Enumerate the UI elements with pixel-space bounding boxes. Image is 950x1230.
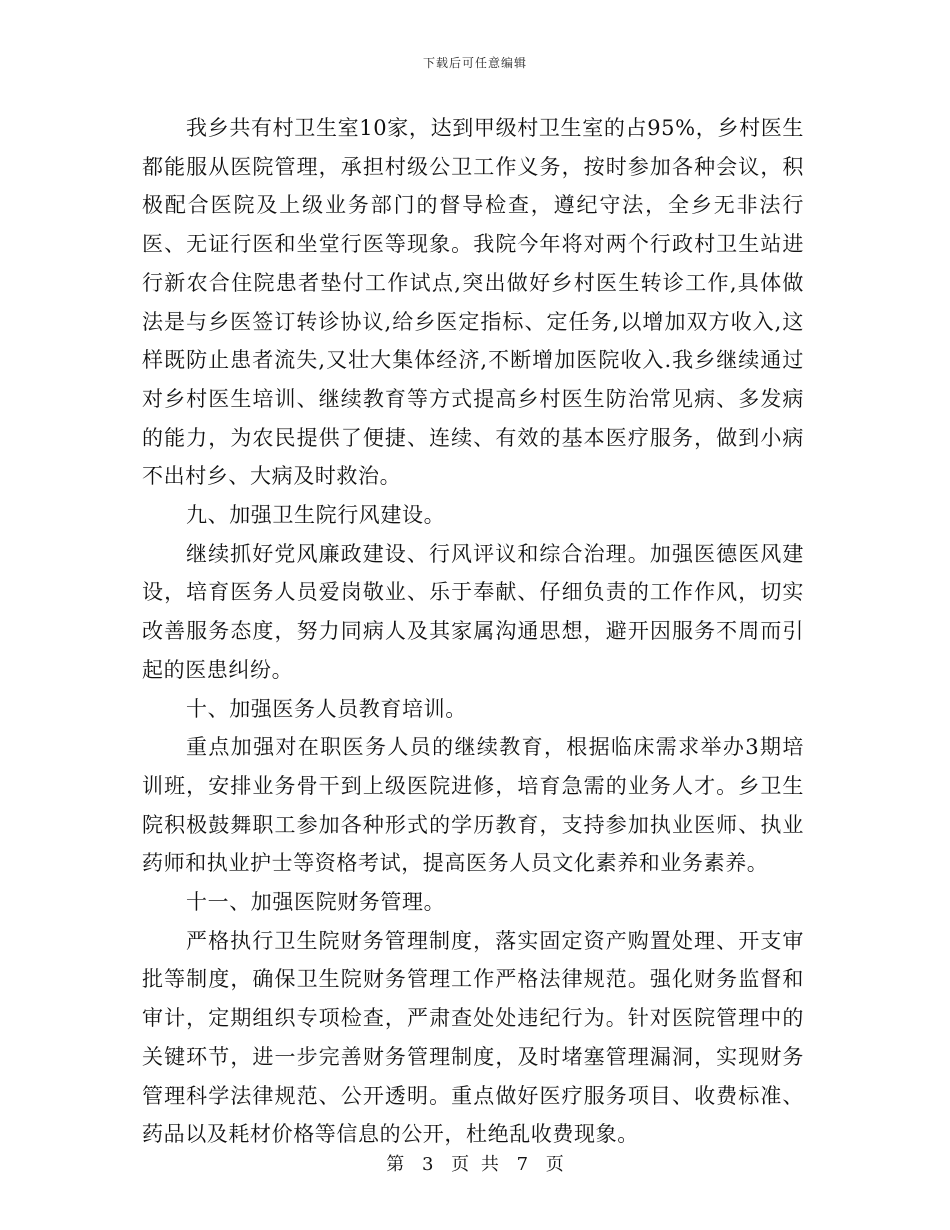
footer-middle: 页 共: [451, 1154, 499, 1175]
section-heading-9: 九、加强卫生院行风建设。: [186, 503, 446, 528]
document-body: [142, 109, 804, 1154]
paragraph-training: 重点加强对在职医务人员的继续教育，根据临床需求举办3期培训班，安排业务骨干到上级医院进修，培育急需的业务人才。乡卫生院积极鼓舞职工参加各种形式的学历教育，支持参加执业医师、执业药师和执业护士等资格考试，提高医务人员文化素养和业务素养。: [142, 735, 804, 876]
section-heading-10: 十、加强医务人员教育培训。: [186, 696, 467, 721]
section-heading-11: 十一、加强医院财务管理。: [186, 890, 446, 915]
paragraph-ethics: 继续抓好党风廉政建设、行风评议和综合治理。加强医德医风建设，培育医务人员爱岗敬业、乐于奉献、仔细负责的工作作风，切实改善服务态度，努力同病人及其家属沟通思想，避开因服务不周而引起的医患纠纷。: [142, 541, 804, 682]
footer-suffix: 页: [545, 1154, 564, 1175]
page-footer: [0, 1150, 950, 1176]
footer-total-pages: 7: [516, 1154, 529, 1175]
paragraph-village-clinics: 我乡共有村卫生室10家，达到甲级村卫生室的占95%，乡村医生都能服从医院管理，承担村级公卫工作义务，按时参加各种会议，积极配合医院及上级业务部门的督导检查，遵纪守法，全乡无非法行医、无证行医和坐堂行医等现象。我院今年将对两个行政村卫生站进行新农合住院患者垫付工作试点,突出做好乡村医生转诊工作,具体做法是与乡医签订转诊协议,给乡医定指标、定任务,以增加双方收入,这样既防止患者流失,又壮大集体经济,不断增加医院收入.我乡继续通过对乡村医生培训、继续教育等方式提高乡村医生防治常见病、多发病的能力，为农民提供了便捷、连续、有效的基本医疗服务，做到小病不出村乡、大病及时救治。: [142, 116, 804, 489]
header-note: 下载后可任意编辑: [422, 56, 527, 70]
footer-page-number: 3: [421, 1154, 434, 1175]
footer-prefix: 第: [386, 1154, 405, 1175]
paragraph-finance: 严格执行卫生院财务管理制度，落实固定资产购置处理、开支审批等制度，确保卫生院财务管理工作严格法律规范。强化财务监督和审计，定期组织专项检查，严肃查处处违纪行为。针对医院管理中的关键环节，进一步完善财务管理制度，及时堵塞管理漏洞，实现财务管理科学法律规范、公开透明。重点做好医疗服务项目、收费标准、药品以及耗材价格等信息的公开，杜绝乱收费现象。: [142, 928, 804, 1147]
